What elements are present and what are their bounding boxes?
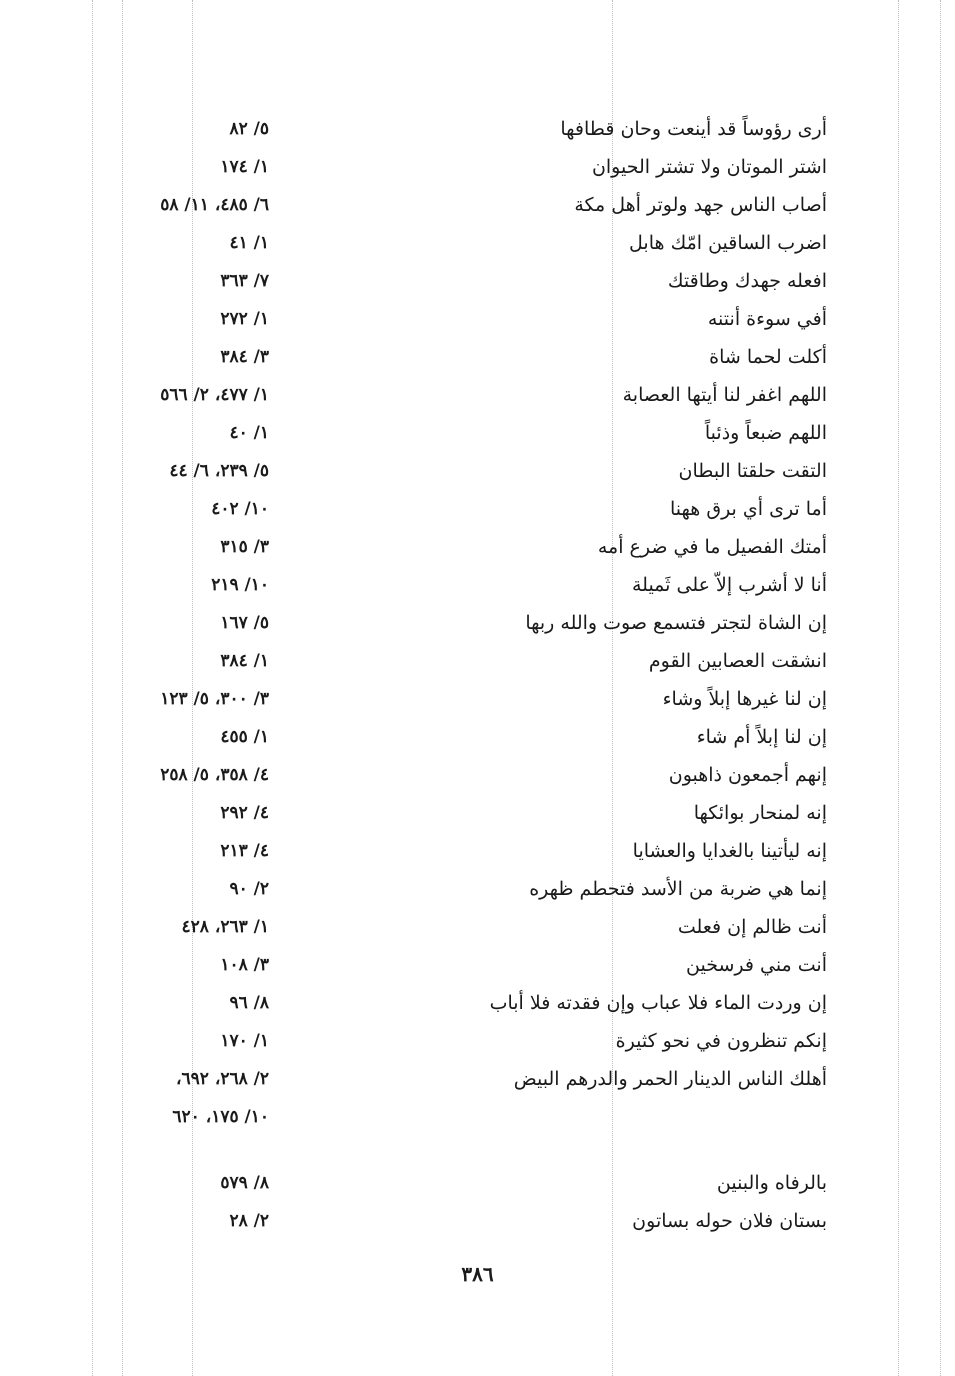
page-number: ٣٨٦ [461,1262,494,1286]
entry-reference: ٨/ ٩٦ [229,993,269,1013]
entry-reference: ١٠/ ٤٠٢ [211,499,269,519]
index-entry [0,1024,955,1062]
entry-phrase: إن وردت الماء فلا عباب وإن فقدته فلا أباب [489,992,827,1014]
index-entry [0,872,955,910]
entry-phrase: افعله جهدك وطاقتك [667,270,827,292]
entry-reference: ٤/ ٢٩٢ [220,803,269,823]
index-entry [0,416,955,454]
index-entry-continuation [0,1100,955,1138]
index-entry [0,530,955,568]
entry-reference: ١/ ٤١ [229,233,269,253]
entry-reference: ١/ ٤٠ [229,423,269,443]
entry-phrase: أهلك الناس الدينار الحمر والدرهم البيض [513,1068,827,1090]
entry-reference: ١/ ١٧٤ [220,157,269,177]
entry-phrase: اللهم ضبعاً وذئباً [704,422,827,444]
entry-phrase: اضرب الساقين امّك هابل [629,232,827,254]
entry-reference: ١/ ٢٧٢ [220,309,269,329]
index-entry [0,910,955,948]
index-entry [0,454,955,492]
entry-phrase: أكلت لحما شاة [709,346,827,368]
index-list [0,112,955,1242]
entry-reference: ٥/ ٨٢ [229,119,269,139]
index-entry [0,682,955,720]
entry-reference: ٣/ ٣٠٠، ٥/ ١٢٣ [160,689,269,709]
entry-phrase: إنكم تنظرون في نحو كثيرة [615,1030,827,1052]
entry-phrase: اللهم اغفر لنا أيتها العصابة [622,384,827,406]
entry-phrase: إنهم أجمعون ذاهبون [668,764,827,786]
entry-phrase: أمتك الفصيل ما في ضرع أمه [597,536,827,558]
entry-reference: ٣/ ٣١٥ [220,537,269,557]
entry-phrase: اشتر الموتان ولا تشتر الحيوان [591,156,827,178]
index-entry [0,1204,955,1242]
index-entry [0,150,955,188]
entry-reference: ٨/ ٥٧٩ [220,1173,269,1193]
entry-reference: ٣/ ١٠٨ [220,955,269,975]
index-entry [0,378,955,416]
entry-phrase: انشقت العصابين القوم [648,650,827,672]
index-entry [0,796,955,834]
index-entry [0,264,955,302]
entry-phrase: إنه ليأتينا بالغدايا والعشايا [632,840,827,862]
entry-reference: ١/ ٤٥٥ [220,727,269,747]
index-entry [0,720,955,758]
entry-reference: ٥/ ٢٣٩، ٦/ ٤٤ [169,461,269,481]
entry-phrase: التقت حلقتا البطان [678,460,827,482]
entry-reference: ٢/ ٢٨ [229,1211,269,1231]
entry-reference: ٧/ ٣٦٣ [220,271,269,291]
entry-phrase: أنت ظالم إن فعلت [677,916,827,938]
entry-reference: ٦/ ٤٨٥، ١١/ ٥٨ [160,195,269,215]
entry-phrase: أنا لا أشرب إلاّ على ثَميلة [631,574,827,596]
entry-phrase: أصاب الناس جهد ولوتر أهل مكة [574,194,827,216]
index-entry [0,568,955,606]
index-entry [0,492,955,530]
index-entry [0,302,955,340]
entry-reference: ٥/ ١٦٧ [220,613,269,633]
entry-phrase: بستان فلان حوله بساتون [632,1210,827,1232]
entry-reference: ٤/ ٣٥٨، ٥/ ٢٥٨ [160,765,269,785]
index-entry [0,226,955,264]
entry-reference: ٤/ ٢١٣ [220,841,269,861]
index-entry [0,340,955,378]
entry-phrase: إن لنا غيرها إبلاً وشاء [662,688,827,710]
entry-reference: ١٠/ ١٧٥، ٦٢٠ [172,1107,269,1127]
index-entry [0,644,955,682]
entry-reference: ١/ ٤٧٧، ٢/ ٥٦٦ [160,385,269,405]
index-entry [0,986,955,1024]
index-entry [0,1166,955,1204]
entry-reference: ١٠/ ٢١٩ [211,575,269,595]
index-entry [0,606,955,644]
index-entry [0,188,955,226]
entry-phrase: أما ترى أي برق ههنا [669,498,827,520]
section-gap [0,1138,955,1166]
entry-reference: ١/ ٢٦٣، ٤٢٨ [181,917,269,937]
entry-reference: ٢/ ٩٠ [229,879,269,899]
entry-reference: ١/ ٣٨٤ [220,651,269,671]
entry-phrase: إنما هي ضربة من الأسد فتحطم ظهره [529,878,827,900]
entry-phrase: إنه لمنحار بوائكها [693,802,827,824]
entry-phrase: أرى رؤوساً قد أينعت وحان قطافها [560,118,827,140]
entry-phrase: أفي سوءة أنتنه [707,308,827,330]
index-entry [0,1062,955,1100]
entry-reference: ٣/ ٣٨٤ [220,347,269,367]
entry-reference: ١/ ١٧٠ [220,1031,269,1051]
index-entry [0,948,955,986]
entry-phrase: إن الشاة لتجتر فتسمع صوت والله ربها [525,612,827,634]
entry-phrase: إن لنا إبلاً أم شاء [696,726,827,748]
entry-phrase: بالرفاه والبنين [716,1172,827,1194]
index-entry [0,112,955,150]
entry-reference: ٢/ ٢٦٨، ٦٩٢، [176,1069,269,1089]
entry-phrase: أنت مني فرسخين [686,954,827,976]
index-entry [0,834,955,872]
index-entry [0,758,955,796]
